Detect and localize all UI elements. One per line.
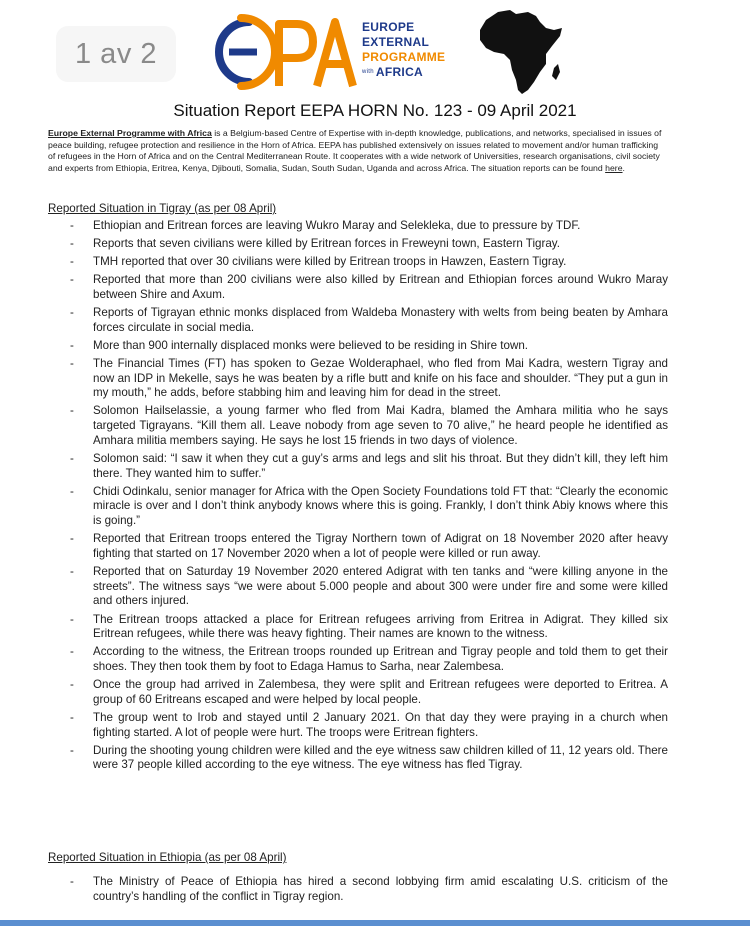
bullet-dash: -	[70, 532, 74, 546]
bullet-item	[48, 273, 668, 302]
org-name-link[interactable]: Europe External Programme with Africa	[48, 128, 212, 138]
reports-link[interactable]: here	[605, 162, 623, 173]
bullet-item	[48, 565, 668, 609]
logo-with: with	[362, 69, 374, 75]
bullet-item	[48, 219, 668, 234]
bullet-dash: -	[70, 273, 74, 287]
eepa-logo-mark	[205, 12, 360, 92]
eepa-logo	[205, 8, 550, 94]
bullet-text: The Eritrean troops attacked a place for Eritrean refugees arriving from Eritrea in Adigrat. They killed six Eritrean refugees, while there was heavy fighting. Their names are known to the witness.	[93, 612, 668, 641]
bullet-item	[48, 404, 668, 448]
bullet-text: Ethiopian and Eritrean forces are leaving Wukro Maray and Selekleka, due to pressure by TDF.	[93, 219, 581, 232]
bullet-dash: -	[70, 338, 74, 352]
page-indicator: 1 av 2	[56, 26, 176, 82]
logo-line-2: EXTERNAL	[362, 35, 430, 49]
bullet-text: Reports of Tigrayan ethnic monks displaced from Waldeba Monastery with welts from being beaten by Amhara forces circulate in social media.	[93, 306, 668, 334]
bullet-item	[48, 357, 668, 401]
bullet-dash: -	[70, 678, 74, 692]
bottom-bar	[0, 920, 750, 926]
bullet-dash: -	[70, 255, 74, 269]
bullet-item	[48, 255, 668, 270]
bullet-text: Once the group had arrived in Zalembesa, they were split and Eritrean refugees were deported to Eritrea. A group of 60 Eritreans escaped and were helped by local people.	[93, 678, 668, 706]
bullet-dash: -	[70, 484, 74, 498]
bullet-text: TMH reported that over 30 civilians were killed by Eritrean troops in Hawzen, Eastern Tigray.	[93, 255, 567, 269]
bullet-item	[48, 678, 668, 707]
bullet-dash: -	[70, 565, 74, 579]
bullet-dash: -	[70, 237, 74, 251]
report-title: Situation Report EEPA HORN No. 123 - 09 April 2021	[173, 101, 577, 120]
africa-map-icon	[476, 6, 568, 100]
intro-end: .	[622, 162, 625, 173]
logo-line-4: AFRICA	[375, 65, 424, 79]
bullet-dash: -	[70, 451, 74, 465]
bullet-text: Reported that more than 200 civilians were also killed by Eritrean and Ethiopian forces around Wukro Maray between Shire and Axum.	[93, 273, 668, 301]
bullet-text: The Ministry of Peace of Ethiopia has hired a second lobbying firm amid escalating U.S. criticism of the country’s handling of the conflict in Tigray region.	[93, 875, 668, 903]
logo-line-3: PROGRAMME	[362, 50, 446, 64]
bullet-item	[48, 613, 668, 642]
bullet-item	[48, 532, 668, 561]
bullet-text: Solomon Hailselassie, a young farmer who fled from Mai Kadra, blamed the Amhara militia who he says targeted Tigrayans. “Kill them all. Leave nobody from age seven to 70 alive,” he heard people he identified as Amhara militia members saying. He says he lost 15 friends in two days of violence.	[93, 404, 668, 447]
bullet-item	[48, 237, 668, 252]
section-heading-tigray: Reported Situation in Tigray (as per 08 April)	[48, 202, 277, 215]
bullet-dash: -	[70, 219, 74, 232]
bullet-item	[48, 875, 668, 904]
bullet-item	[48, 485, 668, 529]
bullet-dash: -	[70, 645, 74, 659]
bullet-dash: -	[70, 710, 74, 724]
logo-wordmark	[362, 20, 445, 80]
bullet-item	[48, 306, 668, 335]
logo-line-1: EUROPE	[362, 20, 415, 34]
bullet-item	[48, 452, 668, 481]
bullet-text: The group went to Irob and stayed until 2 January 2021. On that day they were praying in a church when fighting started. A lot of people were hurt. The troops were Eritrean fighters.	[93, 710, 668, 739]
bullet-text: Solomon said: “I saw it when they cut a guy’s arms and legs and slit his throat. But they didn’t kill, they left him there. They wanted him to suffer.”	[93, 451, 668, 480]
bullet-dash: -	[70, 356, 74, 370]
bullet-text: During the shooting young children were killed and the eye witness saw children killed of 11, 12 years old. There were 37 people killed according to the eye witness. The eye witness has fled Tigray.	[93, 743, 668, 772]
bullet-item	[48, 645, 668, 674]
intro-paragraph	[48, 128, 666, 174]
bullet-dash: -	[70, 306, 74, 320]
tigray-bullet-list	[48, 219, 668, 777]
bullet-dash: -	[70, 404, 74, 418]
bullet-text: According to the witness, the Eritrean troops rounded up Eritrean and Tigray people and told them to get their shoes. They then took them by foot to Edaga Hamus to Sarha, near Zalembesa.	[93, 645, 668, 674]
intro-text: is a Belgium-based Centre of Expertise with in-depth knowledge, publications, and networks, specialised in issues of peace building, refugee protection and resilience in the Horn of Africa. EEPA has published extensively on issues related to movement and/or human trafficking of refugees in the Horn of Africa and on the Central Mediterranean Route. It cooperates with a wide network of Universities, research organisations, civil society and experts from Ethiopia, Eritrea, Kenya, Djibouti, Somalia, Sudan, South Sudan, Uganda and across Africa. The situation reports can be found	[48, 128, 662, 173]
bullet-text: Reported that on Saturday 19 November 2020 entered Adigrat with ten tanks and “were killing anyone in the streets”. The witness says “we were about 5.000 people and about 300 were under fire and some were killed and others injured.	[93, 565, 668, 608]
bullet-dash: -	[70, 743, 74, 757]
bullet-item	[48, 744, 668, 773]
bullet-item	[48, 339, 668, 354]
bullet-dash: -	[70, 612, 74, 626]
bullet-dash: -	[70, 875, 74, 888]
bullet-text: Chidi Odinkalu, senior manager for Africa with the Open Society Foundations told FT that: “Clearly the economic miracle is over and I don’t think anybody knows where this is going. Frankly, I don’t think Abiy knows where this is going.”	[93, 484, 668, 528]
bullet-text: The Financial Times (FT) has spoken to Gezae Wolderaphael, who fled from Mai Kadra, western Tigray and now an IDP in Mekelle, says he was beaten by a rifle butt and knife on his face and shoulder. “They put a gun in my mouth,” he adds, before stabbing him and leaving him for dead in the street.	[93, 356, 668, 400]
bullet-text: Reported that Eritrean troops entered the Tigray Northern town of Adigrat on 18 November 2020 after heavy fighting that started on 17 November 2020 when a lot of people were killed or run away.	[93, 532, 668, 560]
bullet-item	[48, 711, 668, 740]
bullet-text: Reports that seven civilians were killed by Eritrean forces in Freweyni town, Eastern Tigray.	[93, 237, 560, 251]
bullet-text: More than 900 internally displaced monks were believed to be residing in Shire town.	[93, 338, 529, 352]
section-heading-ethiopia: Reported Situation in Ethiopia (as per 08 April)	[48, 851, 287, 864]
ethiopia-bullet-list	[48, 875, 668, 908]
